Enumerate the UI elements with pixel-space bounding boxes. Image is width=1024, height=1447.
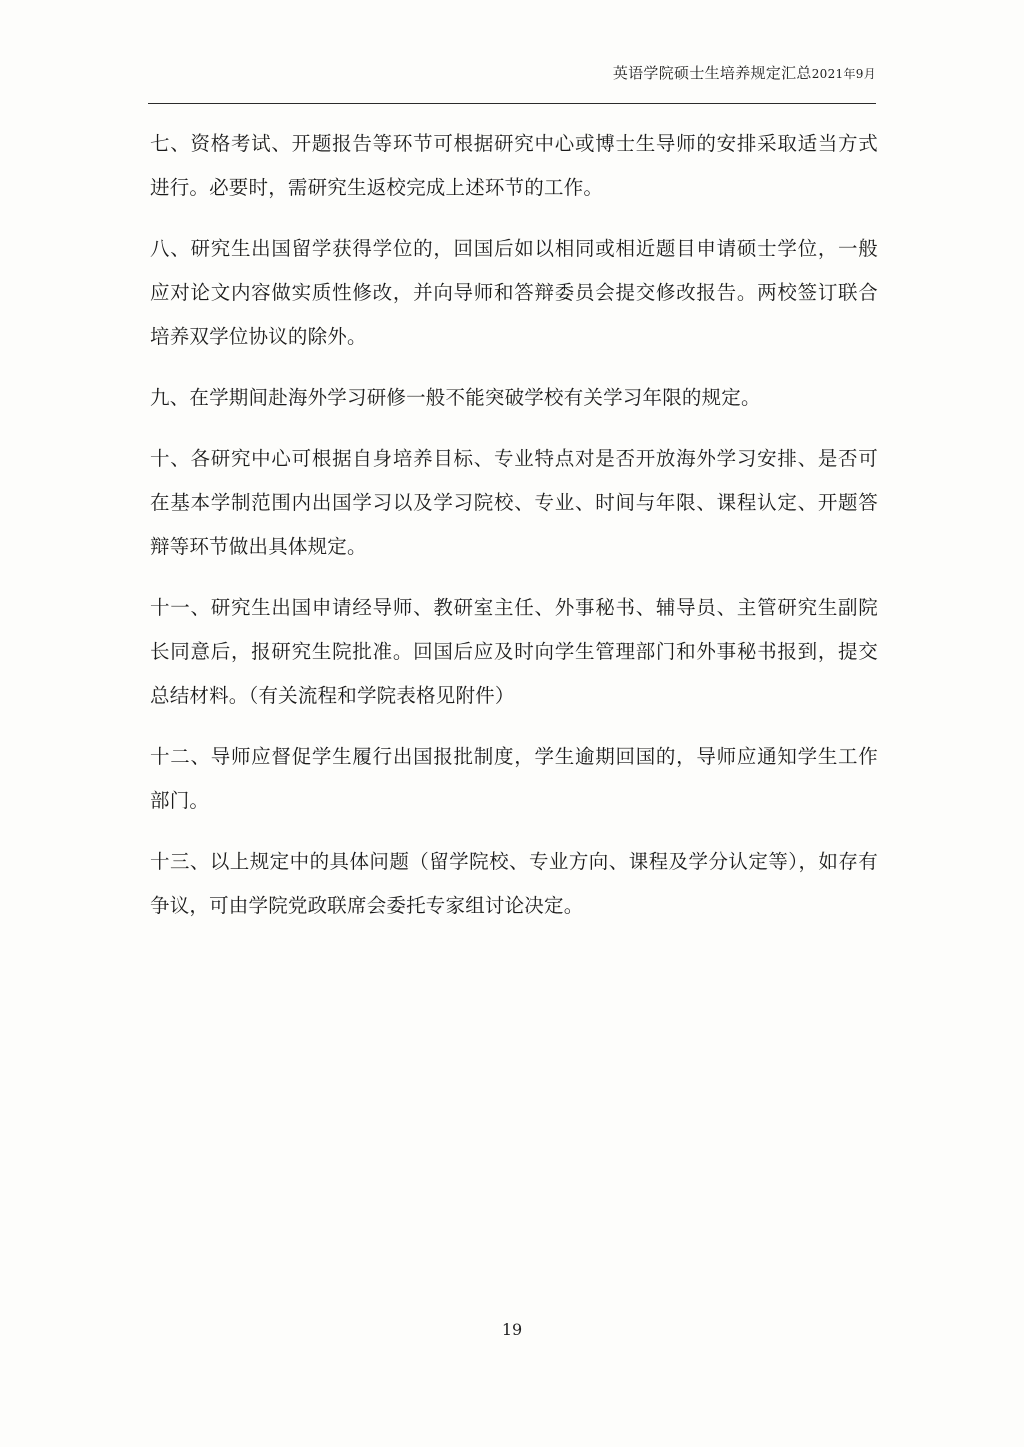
page-number: 19 [501,1320,523,1339]
page-header [148,62,876,83]
paragraph: 十一、研究生出国申请经导师、教研室主任、外事秘书、辅导员、主管研究生副院长同意后，报研究生院批准。回国后应及时向学生管理部门和外事秘书报到，提交总结材料。（有关流程和学院表格见附件） [150,596,878,707]
header-divider [148,103,876,104]
paragraph: 九、在学期间赴海外学习研修一般不能突破学校有关学习年限的规定。 [150,386,761,409]
document-body [150,122,878,928]
paragraph: 十、各研究中心可根据自身培养目标、专业特点对是否开放海外学习安排、是否可在基本学制范围内出国学习以及学习院校、专业、时间与年限、课程认定、开题答辩等环节做出具体规定。 [150,447,878,558]
paragraph: 八、研究生出国留学获得学位的，回国后如以相同或相近题目申请硕士学位，一般应对论文内容做实质性修改，并向导师和答辩委员会提交修改报告。两校签订联合培养双学位协议的除外。 [150,237,878,348]
paragraph: 十三、以上规定中的具体问题（留学院校、专业方向、课程及学分认定等），如存有争议，可由学院党政联席会委托专家组讨论决定。 [150,850,878,917]
header-title: 英语学院硕士生培养规定汇总 [612,64,812,82]
header-date: 2021年9月 [811,67,876,81]
paragraph: 七、资格考试、开题报告等环节可根据研究中心或博士生导师的安排采取适当方式进行。必要时，需研究生返校完成上述环节的工作。 [150,132,878,199]
paragraph: 十二、导师应督促学生履行出国报批制度，学生逾期回国的，导师应通知学生工作部门。 [150,745,878,812]
